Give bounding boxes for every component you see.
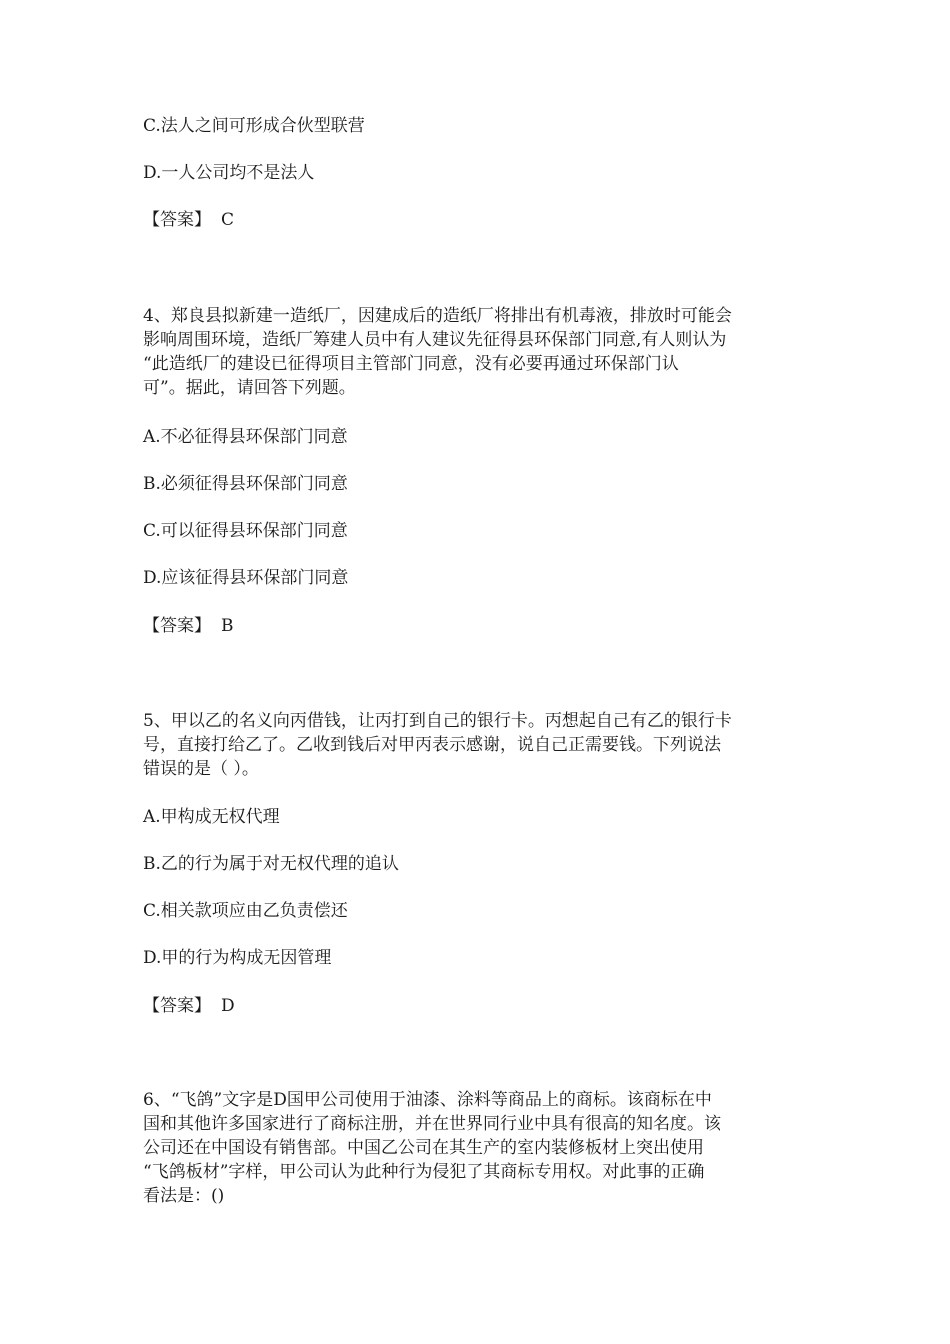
q5-answer: [143, 994, 235, 1018]
q5-stem-line: 5、甲以乙的名义向丙借钱，让丙打到自己的银行卡。丙想起自己有乙的银行卡: [143, 711, 732, 731]
q5-stem-line: 错误的是（ ）。: [143, 759, 259, 779]
q4-stem-line: 影响周围环境，造纸厂筹建人员中有人建议先征得县环保部门同意,有人则认为: [143, 330, 727, 350]
answer-value: B: [221, 616, 234, 636]
q4-answer: [143, 614, 234, 638]
q3-option-d: D.一人公司均不是法人: [143, 163, 315, 183]
q6-stem-line: 公司还在中国设有销售部。中国乙公司在其生产的室内装修板材上突出使用: [143, 1138, 704, 1158]
q4-stem: [143, 304, 813, 400]
q6-stem-line: 看法是：(): [143, 1186, 225, 1206]
q5-stem-line: 号，直接打给乙了。乙收到钱后对甲丙表示感谢，说自己正需要钱。下列说法: [143, 735, 721, 755]
q4-stem-line: 4、郑良县拟新建一造纸厂，因建成后的造纸厂将排出有机毒液，排放时可能会: [143, 306, 732, 326]
q3-answer: [143, 208, 234, 232]
q5-option-d: D.甲的行为构成无因管理: [143, 948, 332, 968]
q6-stem: [143, 1088, 813, 1208]
q6-stem-line: 6、“飞鸽”文字是D国甲公司使用于油漆、涂料等商品上的商标。该商标在中: [143, 1090, 712, 1110]
q4-option-d: D.应该征得县环保部门同意: [143, 568, 349, 588]
q6-stem-line: 国和其他许多国家进行了商标注册，并在世界同行业中具有很高的知名度。该: [143, 1114, 721, 1134]
q4-option-c: C.可以征得县环保部门同意: [143, 521, 348, 541]
answer-label: 【答案】: [143, 996, 211, 1016]
q5-option-b: B.乙的行为属于对无权代理的追认: [143, 854, 399, 874]
answer-value: C: [221, 210, 235, 230]
q5-option-a: A.甲构成无权代理: [143, 807, 280, 827]
q6-stem-line: “飞鸽板材”字样，甲公司认为此种行为侵犯了其商标专用权。对此事的正确: [143, 1162, 705, 1182]
q4-stem-line: “此造纸厂的建设已征得项目主管部门同意，没有必要再通过环保部门认: [143, 354, 679, 374]
q4-stem-line: 可”。据此，请回答下列题。: [143, 378, 356, 398]
answer-label: 【答案】: [143, 616, 211, 636]
q5-stem: [143, 709, 813, 781]
q4-option-a: A.不必征得县环保部门同意: [143, 427, 348, 447]
q4-option-b: B.必须征得县环保部门同意: [143, 474, 348, 494]
q3-option-c: C.法人之间可形成合伙型联营: [143, 116, 365, 136]
answer-label: 【答案】: [143, 210, 211, 230]
answer-value: D: [221, 996, 235, 1016]
q5-option-c: C.相关款项应由乙负责偿还: [143, 901, 348, 921]
